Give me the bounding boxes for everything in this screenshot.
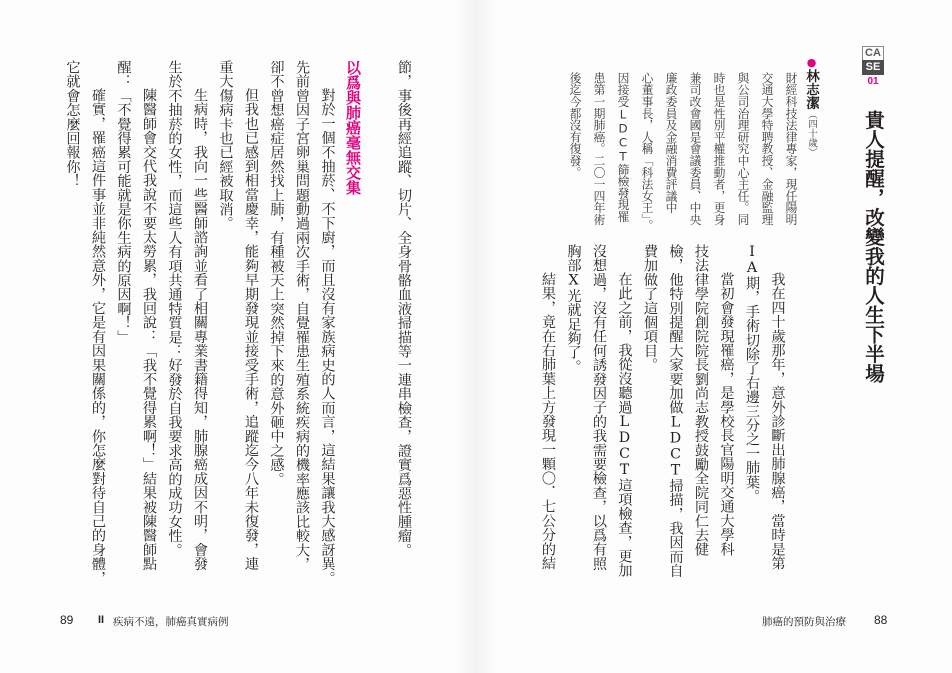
body-line: 確實，罹癌這件事並非純然意外，它是有因果關係的，你怎麼對待自己的身體， — [90, 88, 106, 586]
body-line: 節，事後再經追蹤、切片、全身骨骼血液掃描等一連串檢查，證實爲惡性腫瘤。 — [396, 60, 412, 557]
body-line: 重大傷病卡也已經被取消。 — [217, 60, 234, 231]
case-badge-number: 01 — [867, 76, 879, 87]
body-line: 生於不抽菸的女性，而這些人有項共通特質是：好發於自我要求高的成功女性。 — [166, 60, 183, 557]
case-badge-label-top: CA — [862, 46, 884, 60]
page-number: 89 — [60, 613, 74, 627]
body-line: 但我也已感到相當慶幸，能夠早期發現並接受手術，追蹤迄今八年未復發，連 — [243, 88, 259, 572]
case-badge — [862, 46, 884, 88]
profile-age: （四十歲） — [806, 109, 817, 157]
body-line: IA期，手術切除了右邊三分之一肺葉。 — [744, 244, 760, 504]
case-badge-label-bottom: SE — [862, 60, 884, 75]
section-numeral: II — [98, 614, 105, 626]
body-line: 費加做了這個項目。 — [642, 244, 658, 372]
profile-name: 林志潔 — [803, 69, 819, 110]
page-number: 88 — [874, 613, 888, 627]
bullet-dot-icon: ● — [805, 56, 818, 69]
profile-line: 時也是性別平權推動者，更身 — [712, 72, 726, 226]
body-line: 生病時，我向一些醫師諮詢並看了相關專業書籍得知，肺腺癌成因不明，會發 — [192, 88, 208, 572]
profile-line: 心董事長，人稱「科法女王」。 — [640, 72, 654, 232]
body-line: 先前曾因子宮卵巢問題動過兩次手術，自覺罹患生殖系統疾病的機率應該比較大， — [294, 60, 310, 572]
profile-line: 兼司改會國是會議委員、中央 — [688, 72, 702, 226]
body-line: 檢，他特別提醒大家要加做LDCT掃描，我因而自 — [667, 244, 684, 578]
body-line: 在此之前，我從沒聽過LDCT這項檢查，更加 — [616, 272, 633, 578]
section-heading: 以爲與肺癌毫無交集 — [344, 60, 362, 195]
body-line: 胸部X光就足夠了。 — [565, 244, 582, 374]
chapter-title: 貴人提醒，改變我的人生下半場 — [862, 110, 885, 383]
profile-line: 患第一期肺癌。二〇一四年術 — [592, 72, 606, 226]
profile-name-line — [803, 56, 819, 157]
profile-line: 因接受LDCT篩檢發現罹 — [616, 72, 630, 223]
body-line: 醒：「不覺得累可能就是你生病的原因啊！」 — [115, 60, 132, 344]
body-line: 結果，竟在右肺葉上方發現一顆〇．七公分的結 — [540, 272, 556, 571]
body-line: 當初會發現罹癌，是學校長官陽明交通大學科 — [718, 272, 735, 557]
profile-line: 後迄今都沒有復發。 — [568, 72, 582, 179]
body-line: 陳醫師會交代我說不要太勞累，我回說：「我不覺得累啊！」結果被陳醫師點 — [141, 88, 157, 572]
body-line: 它就會怎麼回報你！ — [64, 60, 81, 188]
right-page — [476, 0, 952, 673]
profile-line: 交通大學特聘教授、金融監理 — [760, 72, 774, 226]
profile-line: 廉政委員及金融消費評議中 — [664, 72, 678, 214]
body-line: 技法律學院創院院長劉尚志教授鼓勵全院同仁去健 — [693, 244, 709, 557]
body-line: 我在四十歲那年，意外診斷出肺腺癌，當時是第 — [769, 272, 786, 571]
body-line: 卻不曾想癌症居然找上肺，有種被天上突然掉下來的意外砸中之感。 — [268, 60, 285, 486]
profile-line: 與公司治理研究中心主任。同 — [736, 72, 750, 226]
profile-line: 財經科技法律專家，現任陽明 — [784, 72, 798, 226]
body-line: 對於一個不抽菸、不下廚，而且沒有家族病史的人而言，這結果讓我大感訝異。 — [319, 88, 336, 586]
running-title: 肺癌的預防與治療 — [762, 616, 846, 628]
body-line: 沒想過，沒有任何誘發因子的我需要檢查，以爲有照 — [591, 244, 607, 571]
running-title: 疾病不遠，肺癌真實病例 — [113, 616, 229, 628]
